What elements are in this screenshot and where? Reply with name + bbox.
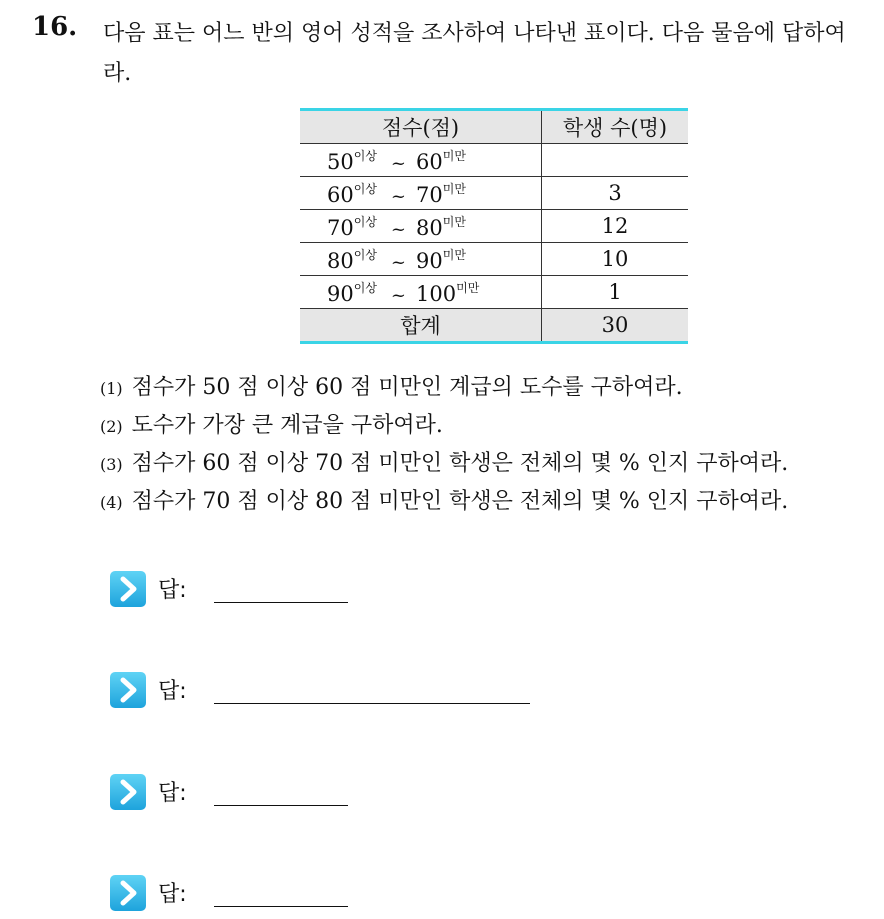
sub-question xyxy=(100,407,788,445)
table-header-row xyxy=(300,110,688,144)
sub-question-marker: (1) xyxy=(100,379,123,398)
score-range: $60^{이상}$ ~ $70^{미만}$ xyxy=(300,177,542,210)
answer-input[interactable] xyxy=(214,703,530,704)
header-score: 점수(점) xyxy=(300,110,542,144)
frequency-table xyxy=(300,108,688,344)
sub-question-text: 점수가 70 점 이상 80 점 미만인 학생은 전체의 몇 % 인지 구하여라. xyxy=(131,489,789,514)
chevron-right-icon xyxy=(110,571,146,607)
sub-question-marker: (3) xyxy=(100,455,123,474)
header-student-count: 학생 수(명) xyxy=(542,110,689,144)
score-range: $90^{이상}$ ~ $100^{미만}$ xyxy=(300,276,542,309)
student-count: 12 xyxy=(542,210,689,243)
score-range: $70^{이상}$ ~ $80^{미만}$ xyxy=(300,210,542,243)
chevron-right-icon xyxy=(110,672,146,708)
student-count: 1 xyxy=(542,276,689,309)
sub-question-text: 도수가 가장 큰 계급을 구하여라. xyxy=(131,413,443,438)
answer-input[interactable] xyxy=(214,906,348,907)
chevron-right-icon xyxy=(110,774,146,810)
table-row xyxy=(300,144,688,177)
sub-question-text: 점수가 60 점 이상 70 점 미만인 학생은 전체의 몇 % 인지 구하여라. xyxy=(131,451,789,476)
student-count: 3 xyxy=(542,177,689,210)
score-range: $50^{이상}$ ~ $60^{미만}$ xyxy=(300,144,542,177)
answer-label: 답: xyxy=(158,578,187,603)
sub-question-marker: (4) xyxy=(100,493,123,512)
student-count xyxy=(542,144,689,177)
chevron-right-icon xyxy=(110,875,146,911)
question-text: 다음 표는 어느 반의 영어 성적을 조사하여 나타낸 표이다. 다음 물음에 답하여라. xyxy=(103,21,846,86)
answer-input[interactable] xyxy=(214,602,348,603)
table-row xyxy=(300,243,688,276)
answer-label: 답: xyxy=(158,781,187,806)
answer-input[interactable] xyxy=(214,805,348,806)
sub-question xyxy=(100,369,788,407)
question-number: 16. xyxy=(32,12,78,42)
answer-label: 답: xyxy=(158,882,187,907)
table-row xyxy=(300,210,688,243)
table-row xyxy=(300,177,688,210)
student-count: 10 xyxy=(542,243,689,276)
sub-question xyxy=(100,483,788,521)
sub-question xyxy=(100,445,788,483)
sub-question-marker: (2) xyxy=(100,417,123,436)
total-value: 30 xyxy=(542,309,689,343)
total-label: 합계 xyxy=(300,309,542,343)
sub-question-text: 점수가 50 점 이상 60 점 미만인 계급의 도수를 구하여라. xyxy=(131,375,683,400)
sub-question-list xyxy=(100,369,788,521)
score-range: $80^{이상}$ ~ $90^{미만}$ xyxy=(300,243,542,276)
table-row xyxy=(300,276,688,309)
table-total-row xyxy=(300,309,688,343)
answer-label: 답: xyxy=(158,679,187,704)
